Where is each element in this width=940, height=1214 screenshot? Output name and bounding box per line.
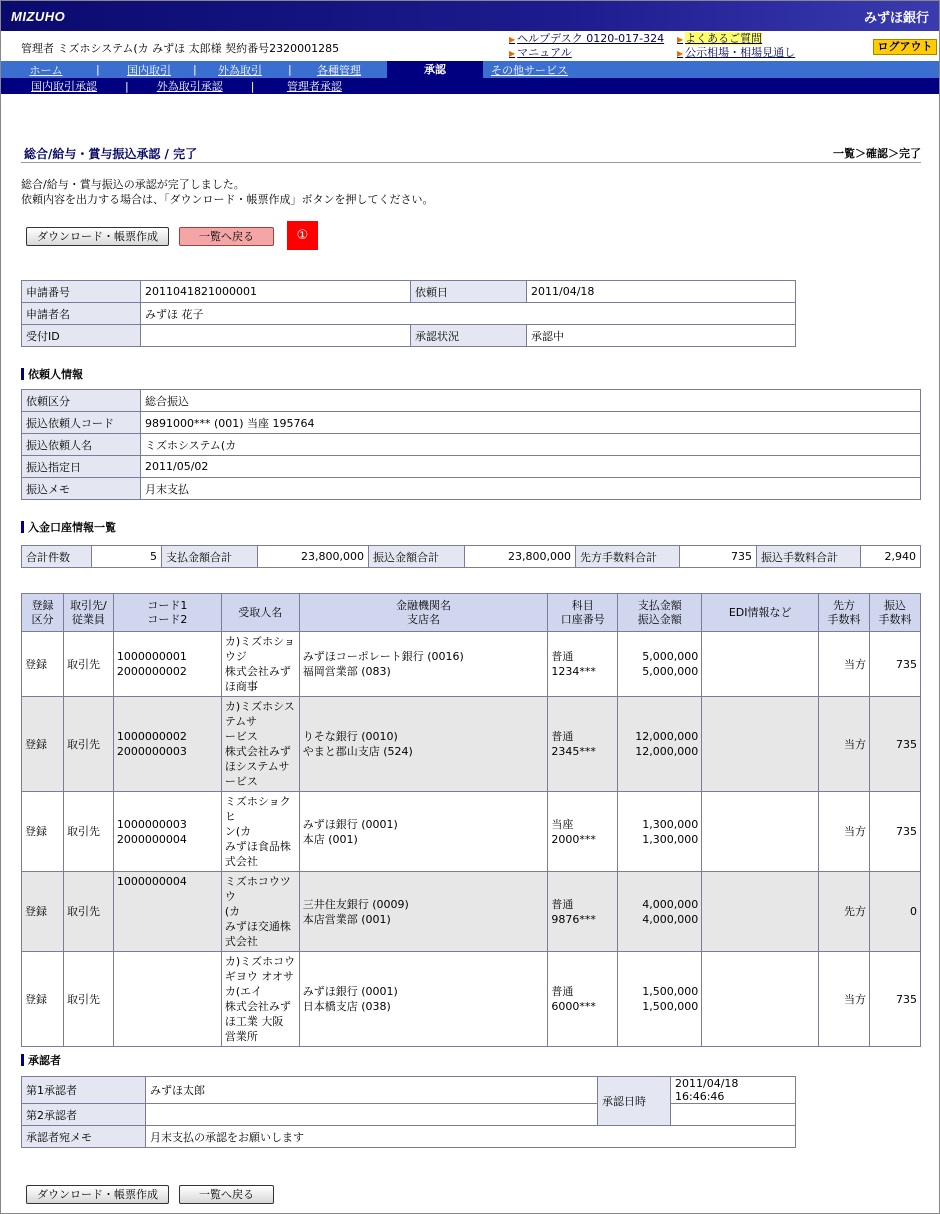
request-date: 2011/04/18 — [527, 281, 796, 303]
col-header-amount: 支払金額 振込金額 — [618, 594, 702, 632]
col-header-account: 科目 口座番号 — [548, 594, 618, 632]
faq-label: よくあるご質問 — [685, 32, 763, 45]
arrow-icon: ▶ — [509, 35, 516, 44]
approver-memo: 月末支払の承認をお願いします — [146, 1126, 796, 1148]
rates-link[interactable] — [677, 46, 795, 60]
label-approver-memo: 承認者宛メモ — [22, 1126, 146, 1148]
cell-edi — [702, 952, 819, 1047]
download-button[interactable]: ダウンロード・帳票作成 — [26, 227, 169, 246]
arrow-icon: ▶ — [677, 49, 684, 58]
back-to-list-button-bottom[interactable]: 一覧へ戻る — [179, 1185, 274, 1204]
cell-kubun: 登録 — [22, 697, 64, 792]
cell-kubun: 登録 — [22, 872, 64, 952]
faq-link[interactable] — [677, 32, 795, 46]
nav-other-services[interactable]: その他サービス — [491, 63, 568, 77]
cell-torihiki: 取引先 — [63, 792, 113, 872]
completion-message — [21, 177, 434, 207]
cell-bank: みずほ銀行 (0001) 本店 (001) — [299, 792, 548, 872]
cell-payee-fee: 当方 — [819, 952, 870, 1047]
cell-fee: 735 — [870, 792, 921, 872]
section-accounts — [21, 519, 116, 535]
cell-bank: みずほコーポレート銀行 (0016) 福岡営業部 (083) — [299, 632, 548, 697]
cell-payee-fee: 先方 — [819, 872, 870, 952]
subnav-admin-approval[interactable]: 管理者承認 — [286, 80, 342, 93]
cell-edi — [702, 792, 819, 872]
subnav-foreign-approval[interactable]: 外為取引承認 — [156, 80, 223, 93]
helpdesk-label: ヘルプデスク 0120-017-324 — [517, 32, 665, 45]
first-approver: みずほ太郎 — [146, 1077, 598, 1104]
step-indicator: 一覧＞確認＞完了 — [833, 147, 921, 160]
cell-account: 普通 1234*** — [548, 632, 618, 697]
section-requester-title: 依頼人情報 — [28, 368, 83, 381]
col-header-recipient: 受取人名 — [221, 594, 299, 632]
col-header-kubun: 登録 区分 — [22, 594, 64, 632]
approver-table — [21, 1076, 796, 1148]
cell-code — [113, 952, 221, 1047]
top-banner — [1, 1, 939, 31]
cell-amount: 5,000,000 5,000,000 — [618, 632, 702, 697]
label-request-date: 依頼日 — [411, 281, 527, 303]
download-button-bottom[interactable]: ダウンロード・帳票作成 — [26, 1185, 169, 1204]
payee-fee-total: 735 — [680, 546, 757, 568]
cell-payee-fee: 当方 — [819, 632, 870, 697]
label-applicant: 申請者名 — [22, 303, 141, 325]
receipt-id — [141, 325, 411, 347]
cell-account: 普通 9876*** — [548, 872, 618, 952]
cell-bank: りそな銀行 (0010) やまと郡山支店 (524) — [299, 697, 548, 792]
table-row — [22, 632, 921, 697]
mizuho-logo: MIZUHO — [11, 8, 66, 24]
label-receipt-id: 受付ID — [22, 325, 141, 347]
cell-recipient: カ)ミズホコウ ギヨウ オオサ カ(エイ 株式会社みず ほ工業 大阪 営業所 — [221, 952, 299, 1047]
nav-foreign[interactable]: 外為取引 — [218, 63, 262, 77]
col-header-edi: EDI情報など — [702, 594, 819, 632]
cell-edi — [702, 632, 819, 697]
label-transfer-date: 振込指定日 — [22, 456, 141, 478]
user-info: 管理者 ミズホシステム(カ みずほ 太郎様 契約番号2320001285 — [21, 42, 340, 55]
cell-code: 1000000001 2000000002 — [113, 632, 221, 697]
arrow-icon: ▶ — [677, 35, 684, 44]
app-number: 2011041821000001 — [141, 281, 411, 303]
summary-table — [21, 545, 921, 568]
col-header-fee: 振込 手数料 — [870, 594, 921, 632]
col-header-bank: 金融機関名 支店名 — [299, 594, 548, 632]
info-row — [1, 31, 939, 61]
page-heading — [21, 143, 921, 163]
label-first-approver: 第1承認者 — [22, 1077, 146, 1104]
label-transfer-memo: 振込メモ — [22, 478, 141, 500]
cell-torihiki: 取引先 — [63, 632, 113, 697]
pay-total: 23,800,000 — [258, 546, 369, 568]
label-app-number: 申請番号 — [22, 281, 141, 303]
label-pay-total: 支払金額合計 — [162, 546, 258, 568]
label-request-type: 依頼区分 — [22, 390, 141, 412]
approval-time: 2011/04/18 16:46:46 — [671, 1077, 796, 1104]
col-header-payee-fee: 先方 手数料 — [819, 594, 870, 632]
cell-recipient: ミズホショクヒ ン(カ みずほ食品株 式会社 — [221, 792, 299, 872]
cell-edi — [702, 697, 819, 792]
cell-code: 1000000002 2000000003 — [113, 697, 221, 792]
transfer-list-table — [21, 593, 921, 1047]
sub-nav: 国内取引承認 | 外為取引承認 | 管理者承認 — [1, 78, 939, 94]
label-approval-status: 承認状況 — [411, 325, 527, 347]
nav-approval[interactable]: 承認 — [387, 61, 483, 78]
transfer-date: 2011/05/02 — [141, 456, 921, 478]
requester-code: 9891000*** (001) 当座 195764 — [141, 412, 921, 434]
logout-button[interactable]: ログアウト — [873, 39, 937, 55]
main-nav: ホーム | 国内取引 | 外為取引 | 各種管理 承認 その他サービス — [1, 61, 939, 78]
label-fee-total: 振込手数料合計 — [757, 546, 861, 568]
nav-home[interactable]: ホーム — [29, 63, 63, 77]
cell-torihiki: 取引先 — [63, 872, 113, 952]
nav-domestic[interactable]: 国内取引 — [127, 63, 171, 77]
approval-time-2 — [671, 1104, 796, 1126]
cell-recipient: カ)ミズホショ ウジ 株式会社みず ほ商事 — [221, 632, 299, 697]
label-second-approver: 第2承認者 — [22, 1104, 146, 1126]
second-approver — [146, 1104, 598, 1126]
bank-name: みずほ銀行 — [863, 10, 929, 26]
transfer-list-header — [22, 594, 921, 632]
cell-edi — [702, 872, 819, 952]
section-requester — [21, 366, 83, 382]
cell-amount: 1,500,000 1,500,000 — [618, 952, 702, 1047]
cell-recipient: ミズホコウツウ (カ みずほ交通株 式会社 — [221, 872, 299, 952]
cell-account: 当座 2000*** — [548, 792, 618, 872]
requester-name: ミズホシステム(カ — [141, 434, 921, 456]
rates-label: 公示相場・相場見通し — [685, 46, 796, 59]
cell-bank: 三井住友銀行 (0009) 本店営業部 (001) — [299, 872, 548, 952]
table-row — [22, 792, 921, 872]
cell-amount: 12,000,000 12,000,000 — [618, 697, 702, 792]
manual-link[interactable] — [509, 46, 664, 60]
cell-account: 普通 6000*** — [548, 952, 618, 1047]
applicant-name: みずほ 花子 — [141, 303, 796, 325]
cell-torihiki: 取引先 — [63, 697, 113, 792]
page-title: 総合/給与・賞与振込承認 / 完了 — [24, 147, 198, 161]
cell-fee: 0 — [870, 872, 921, 952]
total-count: 5 — [92, 546, 162, 568]
section-accounts-title: 入金口座情報一覧 — [28, 521, 116, 534]
cell-amount: 1,300,000 1,300,000 — [618, 792, 702, 872]
cell-code: 1000000003 2000000004 — [113, 792, 221, 872]
arrow-icon: ▶ — [509, 49, 516, 58]
fee-total: 2,940 — [861, 546, 921, 568]
callout-marker: ① — [287, 221, 318, 250]
label-requester-code: 振込依頼人コード — [22, 412, 141, 434]
col-header-torihiki: 取引先/ 従業員 — [63, 594, 113, 632]
label-approval-time: 承認日時 — [598, 1077, 671, 1126]
col-header-code: コード1 コード2 — [113, 594, 221, 632]
section-approver-title: 承認者 — [28, 1054, 61, 1067]
cell-torihiki: 取引先 — [63, 952, 113, 1047]
cell-fee: 735 — [870, 632, 921, 697]
back-to-list-button[interactable]: 一覧へ戻る — [179, 227, 274, 246]
cell-kubun: 登録 — [22, 792, 64, 872]
cell-kubun: 登録 — [22, 952, 64, 1047]
cell-fee: 735 — [870, 697, 921, 792]
cell-amount: 4,000,000 4,000,000 — [618, 872, 702, 952]
cell-account: 普通 2345*** — [548, 697, 618, 792]
message-line-1: 総合/給与・賞与振込の承認が完了しました。 — [21, 178, 245, 191]
subnav-domestic-approval[interactable]: 国内取引承認 — [31, 80, 97, 93]
label-total-count: 合計件数 — [22, 546, 92, 568]
application-table — [21, 280, 796, 347]
cell-kubun: 登録 — [22, 632, 64, 697]
request-type: 総合振込 — [141, 390, 921, 412]
transfer-memo: 月末支払 — [141, 478, 921, 500]
table-row — [22, 872, 921, 952]
nav-management[interactable]: 各種管理 — [317, 63, 361, 77]
label-requester-name: 振込依頼人名 — [22, 434, 141, 456]
cell-payee-fee: 当方 — [819, 697, 870, 792]
requester-table — [21, 389, 921, 500]
section-approver — [21, 1052, 61, 1068]
helpdesk-link[interactable] — [509, 32, 664, 46]
cell-fee: 735 — [870, 952, 921, 1047]
label-payee-fee-total: 先方手数料合計 — [576, 546, 680, 568]
label-transfer-total: 振込金額合計 — [369, 546, 465, 568]
manual-label: マニュアル — [517, 46, 572, 59]
cell-recipient: カ)ミズホシス テムサ ービス 株式会社みず ほシステムサ ービス — [221, 697, 299, 792]
table-row — [22, 952, 921, 1047]
cell-bank: みずほ銀行 (0001) 日本橋支店 (038) — [299, 952, 548, 1047]
cell-code: 1000000004 — [113, 872, 221, 952]
cell-payee-fee: 当方 — [819, 792, 870, 872]
message-line-2: 依頼内容を出力する場合は、「ダウンロード・帳票作成」ボタンを押してください。 — [21, 193, 434, 206]
table-row — [22, 697, 921, 792]
transfer-total: 23,800,000 — [465, 546, 576, 568]
approval-status: 承認中 — [527, 325, 796, 347]
